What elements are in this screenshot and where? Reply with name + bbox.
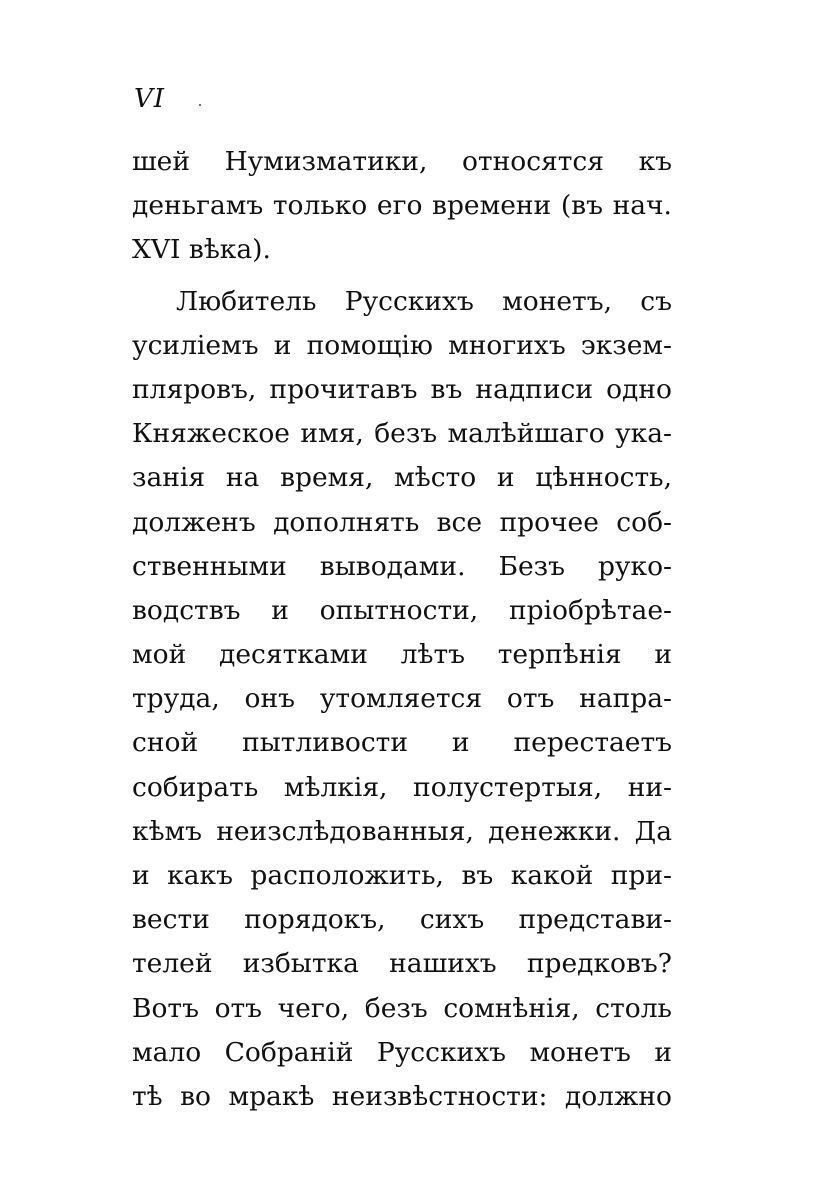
text-line: труда, онъ утомляется отъ напра- [132,683,672,715]
text-line: тѣ во мракѣ неизвѣстности: должно [132,1080,672,1112]
text-line: шей Нумизматики, относятся къ [132,146,672,177]
text-line: собирать мѣлкія, полустертыя, ни- [132,771,672,803]
text-line: ственными выводами. Безъ руко- [132,550,672,582]
text-line: водствъ и опытности, пріобрѣтае- [132,594,672,626]
page-number: VI [134,84,166,114]
text-line: деньгамъ только его времени (въ нач. [132,190,672,222]
text-line: долженъ дополнять все прочее соб- [132,506,672,538]
text-line: мало Собраній Русскихъ монетъ и [132,1036,672,1068]
print-speck [199,104,201,106]
text-line: усиліемъ и помощію многихъ экзем- [132,329,672,361]
body-text [132,140,672,1119]
text-line: кѣмъ неизслѣдованныя, денежки. Да [132,815,672,847]
text-line: мой десятками лѣтъ терпѣнія и [132,639,672,671]
text-line: Любитель Русскихъ монетъ, съ [176,285,672,317]
text-line: XVI вѣка). [132,234,271,266]
text-line: пляровъ, прочитавъ въ надписи одно [132,373,672,405]
text-line: Вотъ отъ чего, безъ сомнѣнія, столь [132,992,672,1024]
text-line: и какъ расположить, въ какой при- [132,860,672,891]
text-line: сной пытливости и перестаетъ [132,727,672,759]
text-line: вести порядокъ, сихъ представи- [132,904,672,936]
text-line: Княжеское имя, безъ малѣйшаго ука- [132,418,672,450]
text-line: телей избытка нашихъ предковъ? [132,948,672,980]
text-line: занія на время, мѣсто и цѣнность, [132,462,672,494]
